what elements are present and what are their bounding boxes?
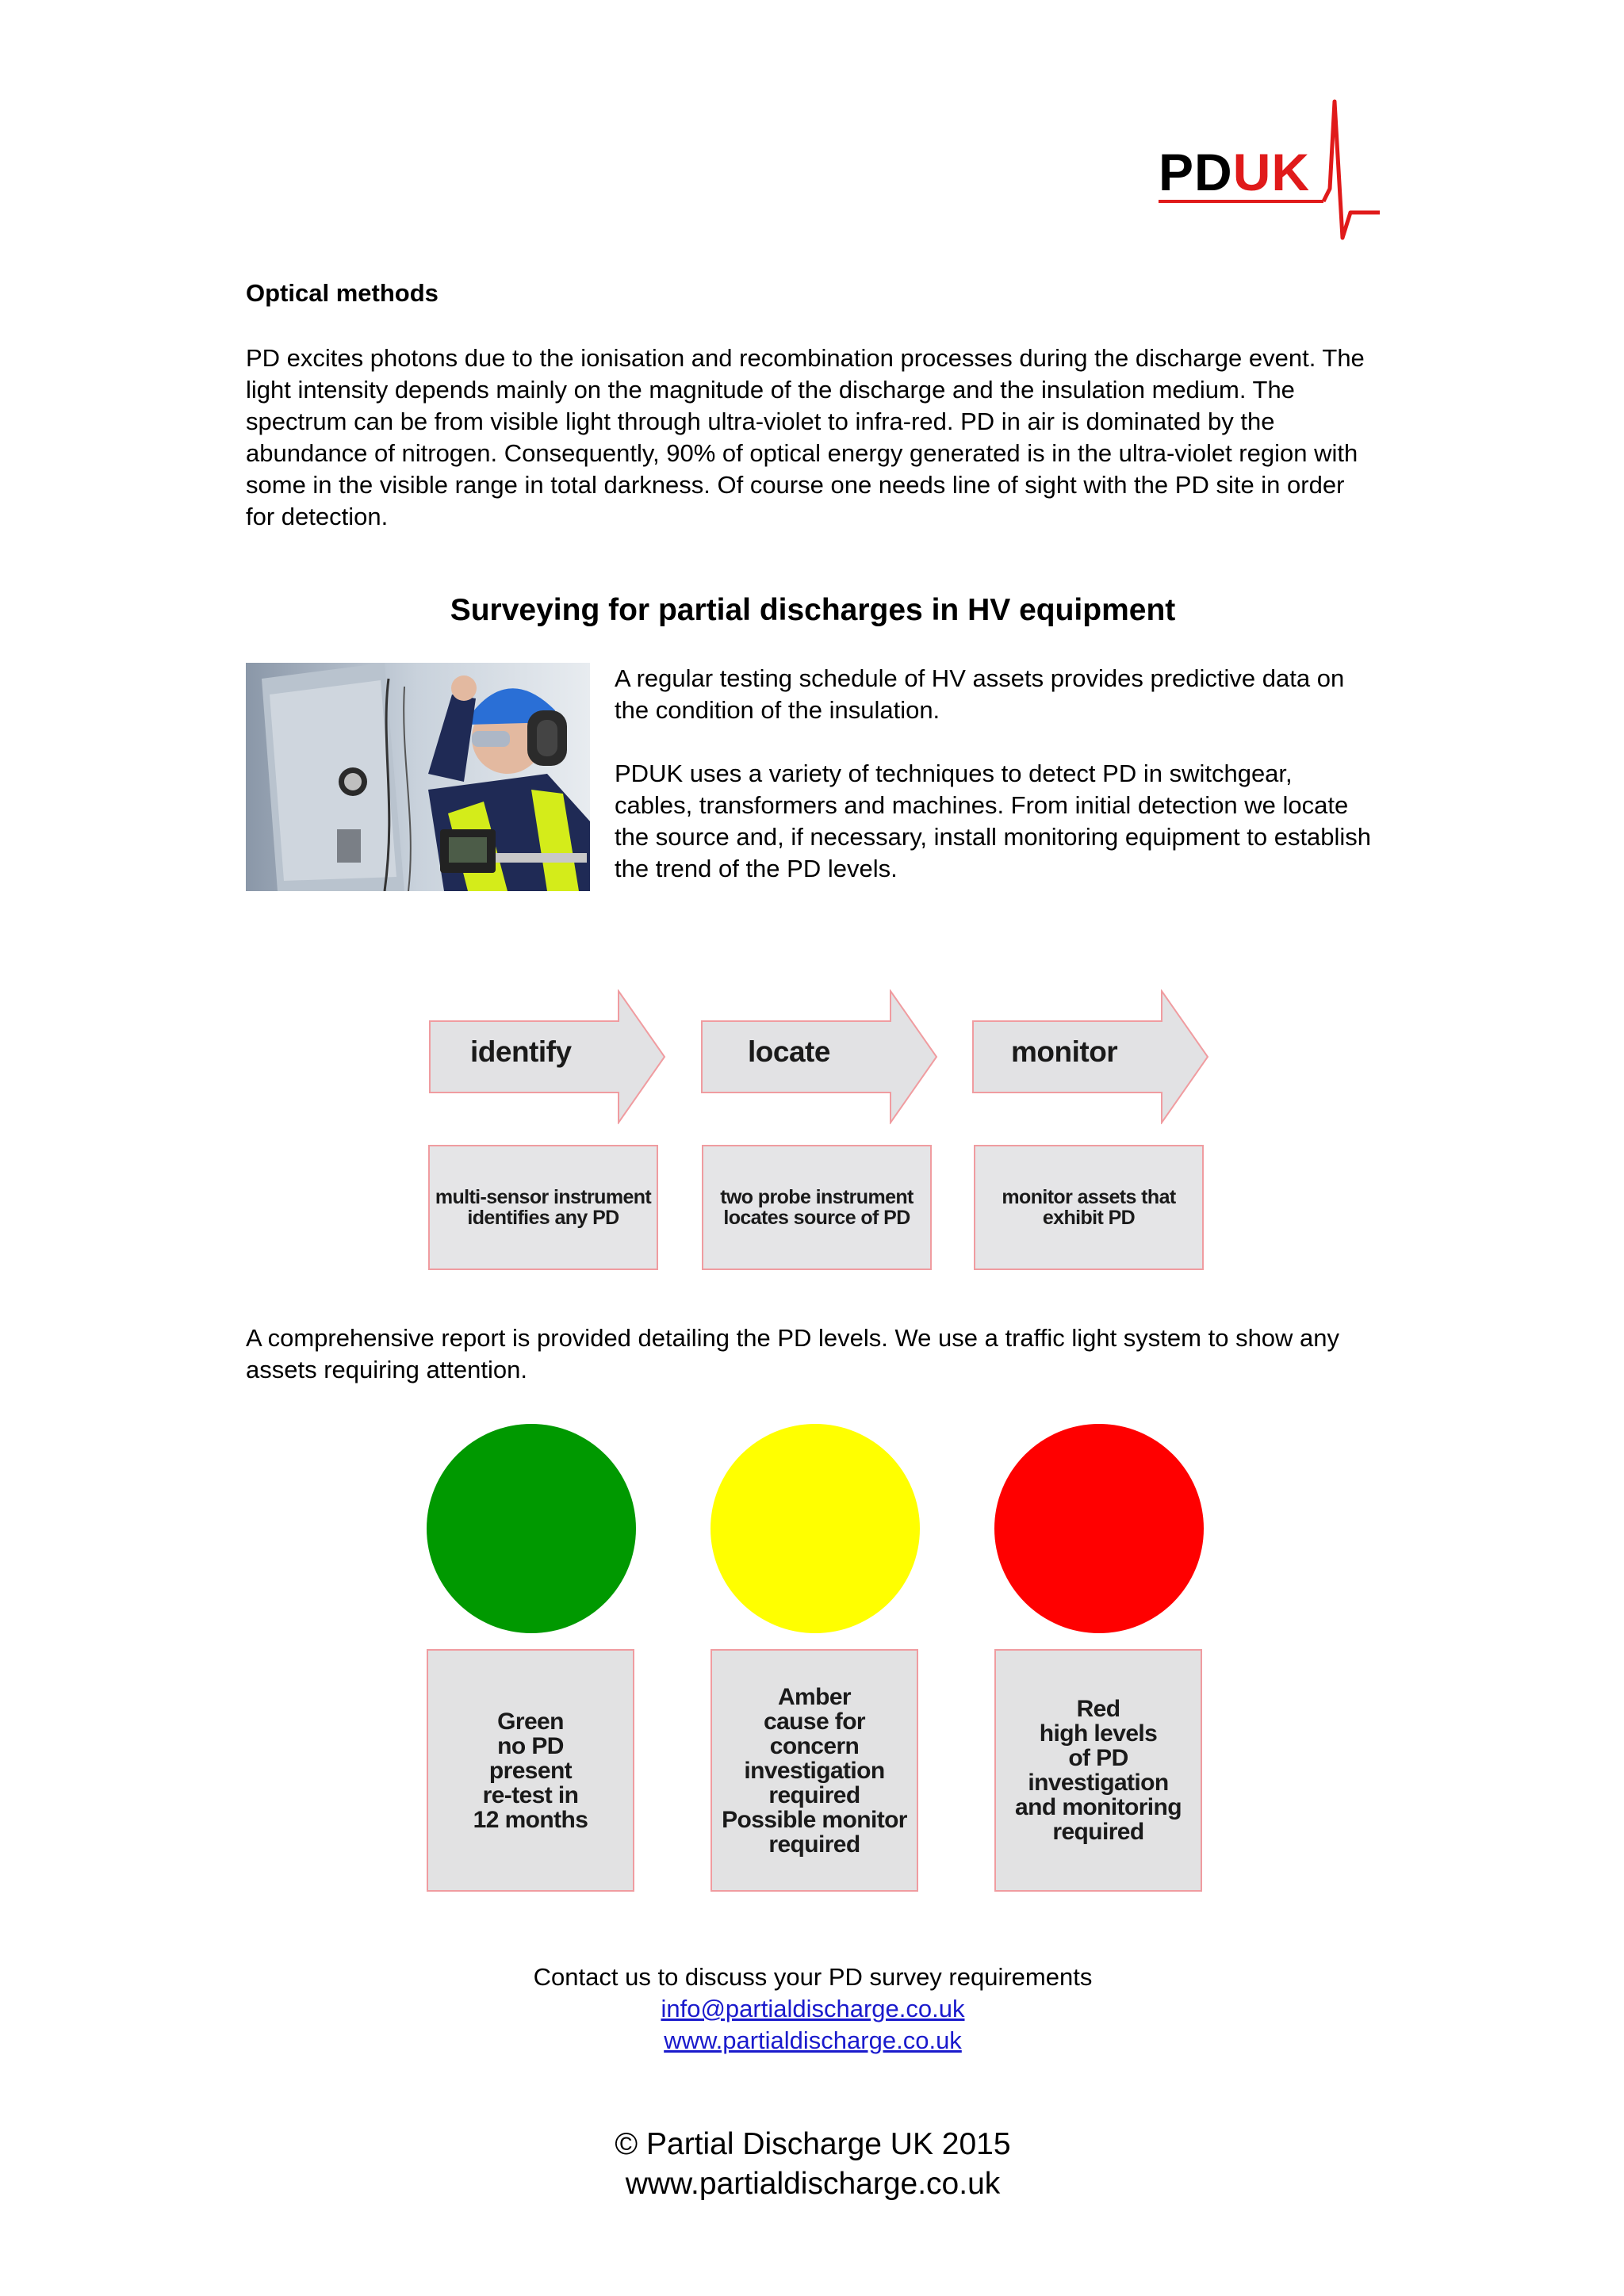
green-line: present [488,1757,573,1784]
green-line: re-test in [482,1781,579,1808]
step-label-monitor: monitor [1011,1035,1118,1068]
footer [246,2125,1380,2204]
amber-line: cause for [764,1708,865,1735]
engineer-photo [246,663,590,891]
website-link[interactable]: www.partialdischarge.co.uk [664,2026,962,2054]
section-heading-optical: Optical methods [246,279,439,307]
traffic-light-system [412,1411,1221,1903]
step-box-identify: multi-sensor instrument identifies any PD [428,1145,658,1270]
contact-block [246,1961,1380,2057]
pduk-logo [1154,94,1384,252]
red-line: of PD [1068,1745,1128,1771]
optical-paragraph: PD excites photons due to the ionisation and recombination processes during the discharge event. The light intensity depends mainly on the magnitude of the discharge and the insulation medium. The spectrum can be from visible light through ultra-violet to infra-red. PD in air is dominated by the abundance of nitrogen. Consequently, 90% of optical energy generated is in the ultra-violet region with some in the visible range in total darkness. Of course one needs line of sight with the PD site in order for detection. [246,344,1365,530]
amber-line: investigation [744,1757,885,1784]
red-status-box [994,1649,1202,1892]
survey-paragraph-2: PDUK uses a variety of techniques to detect PD in switchgear, cables, transformers and machines. From initial detection we locate the source and, if necessary, install monitoring equipment to establish the trend of the PD levels. [615,760,1372,882]
amber-line: required [768,1831,860,1858]
survey-title: Surveying for partial discharges in HV equipment [450,593,1176,627]
report-paragraph: A comprehensive report is provided detailing the PD levels. We use a traffic light system to show any assets requiring attention. [246,1324,1340,1383]
amber-status-box [710,1649,918,1892]
logo-wordmark: PDUK [1159,143,1311,201]
step-box-locate: two probe instrument locates source of PD [702,1145,932,1270]
red-line: investigation [1028,1770,1169,1796]
step-box-monitor: monitor assets that exhibit PD [974,1145,1204,1270]
footer-website: www.partialdischarge.co.uk [625,2167,1001,2201]
green-line: no PD [497,1732,564,1759]
red-line: high levels [1039,1720,1158,1747]
contact-line: Contact us to discuss your PD survey requirements [533,1963,1093,1991]
green-status-box [427,1649,634,1892]
red-line: required [1052,1819,1144,1845]
green-line: 12 months [473,1806,588,1833]
step-label-identify: identify [470,1035,572,1068]
survey-paragraph-1: A regular testing schedule of HV assets provides predictive data on the condition of the insulation. [615,664,1345,724]
copyright-text: © Partial Discharge UK 2015 [615,2127,1011,2161]
process-flow [369,980,1241,1289]
red-light-icon [994,1424,1204,1633]
email-link[interactable]: info@partialdischarge.co.uk [661,1995,965,2022]
amber-line: Possible monitor [722,1806,907,1833]
red-line: and monitoring [1015,1794,1182,1820]
amber-line: concern [769,1732,860,1759]
green-light-icon [427,1424,636,1633]
amber-line: Amber [777,1683,852,1710]
amber-line: required [768,1781,860,1808]
amber-light-icon [710,1424,920,1633]
green-line: Green [497,1708,564,1735]
step-label-locate: locate [748,1035,830,1068]
red-line: Red [1076,1696,1120,1722]
